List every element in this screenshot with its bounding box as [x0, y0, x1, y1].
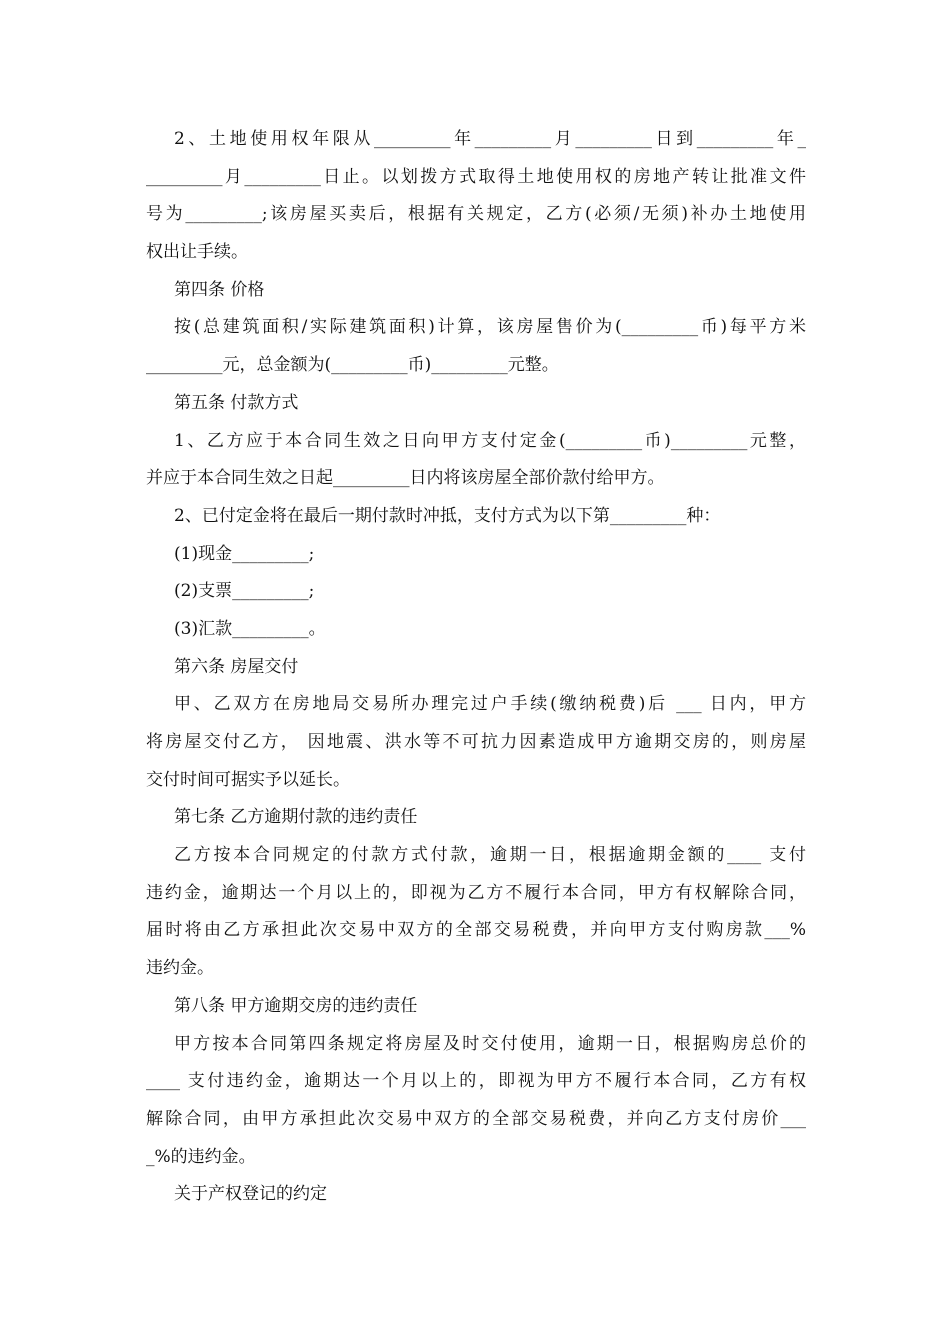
heading-article-4: 第四条 价格 [174, 279, 265, 300]
line-9: 1、乙方应于本合同生效之日向甲方支付定金(_________币)_________元整， [174, 430, 806, 451]
heading-article-8: 第八条 甲方逾期交房的违约责任 [174, 995, 418, 1016]
line-28: _%的违约金。 [146, 1146, 256, 1167]
line-17: 将房屋交付乙方， 因地震、洪水等不可抗力因素造成甲方逾期交房的，则房屋 [146, 732, 806, 752]
line-22: 届时将由乙方承担此次交易中双方的全部交易税费，并向甲方支付购房款___% [146, 920, 806, 941]
heading-article-6: 第六条 房屋交付 [174, 656, 299, 677]
payment-option-cash: (1)现金_________; [174, 543, 315, 564]
line-23: 违约金。 [146, 958, 214, 979]
line-25: 甲方按本合同第四条规定将房屋及时交付使用，逾期一日，根据购房总价的 [174, 1033, 806, 1054]
line-18: 交付时间可据实予以延长。 [146, 769, 350, 790]
line-10: 并应于本合同生效之日起_________日内将该房屋全部价款付给甲方。 [146, 468, 665, 489]
line-20: 乙方按本合同规定的付款方式付款，逾期一日，根据逾期金额的____ 支付 [174, 845, 806, 866]
line-3: 号为_________;该房屋买卖后，根据有关规定，乙方(必须/无须)补办土地使用 [146, 204, 806, 225]
line-16: 甲、乙双方在房地局交易所办理完过户手续(缴纳税费)后 ___ 日内，甲方 [174, 694, 806, 715]
line-27: 解除合同，由甲方承担此次交易中双方的全部交易税费，并向乙方支付房价___ [146, 1108, 806, 1129]
heading-article-5: 第五条 付款方式 [174, 392, 299, 413]
line-26: ____ 支付违约金，逾期达一个月以上的，即视为甲方不履行本合同，乙方有权 [146, 1071, 806, 1092]
heading-registration: 关于产权登记的约定 [174, 1184, 327, 1205]
line-7: _________元，总金额为(_________币)_________元整。 [146, 355, 559, 376]
payment-option-check: (2)支票_________; [174, 581, 315, 602]
document-page [146, 121, 806, 1214]
line-2: _________月_________日止。以划拨方式取得土地使用权的房地产转让批准文件 [146, 166, 806, 187]
payment-option-remittance: (3)汇款_________。 [174, 618, 326, 639]
line-11: 2、已付定金将在最后一期付款时冲抵，支付方式为以下第_________种： [174, 505, 721, 526]
heading-article-7: 第七条 乙方逾期付款的违约责任 [174, 807, 418, 828]
line-4: 权出让手续。 [146, 242, 248, 263]
line-21: 违约金，逾期达一个月以上的，即视为乙方不履行本合同，甲方有权解除合同， [146, 882, 806, 903]
line-6: 按(总建筑面积/实际建筑面积)计算，该房屋售价为(_________币)每平方米 [174, 317, 806, 338]
line-1: 2、土地使用权年限从_________年_________月_________日到_________年_ [174, 129, 806, 149]
